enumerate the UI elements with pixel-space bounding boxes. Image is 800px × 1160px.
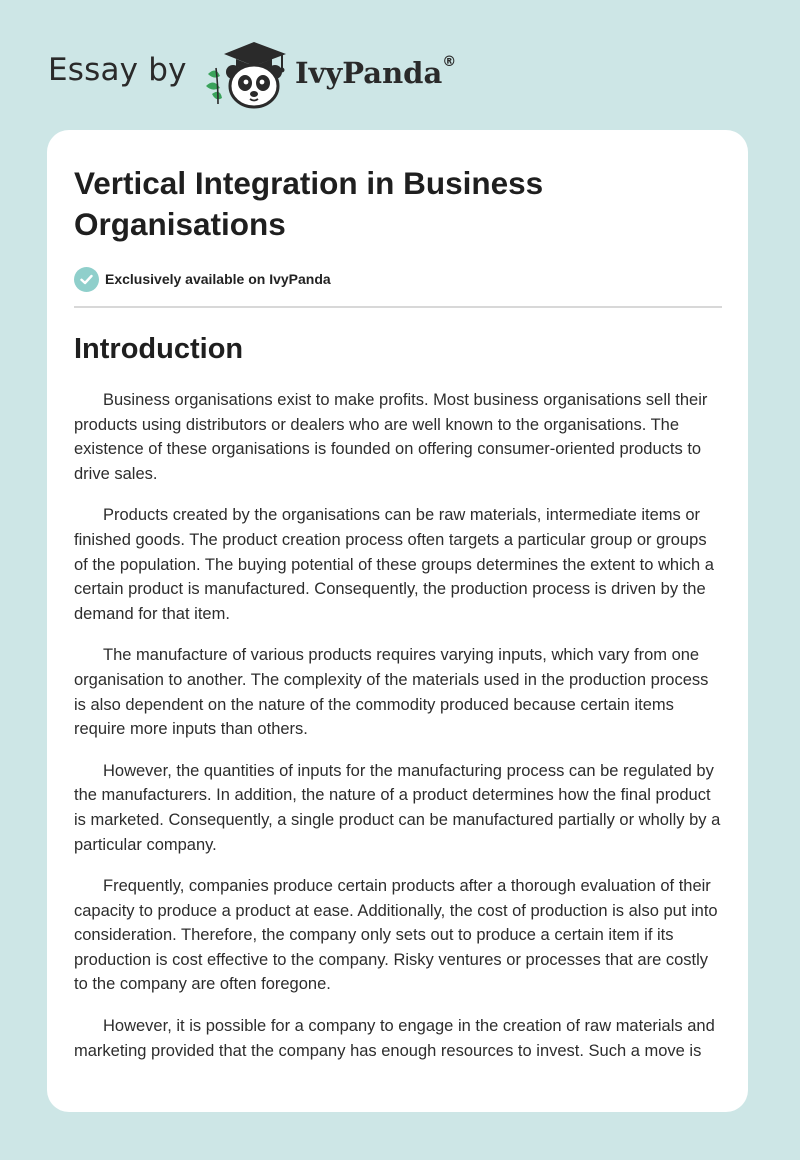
exclusive-badge-text: Exclusively available on IvyPanda bbox=[105, 271, 331, 287]
essay-title: Vertical Integration in Business Organisations bbox=[74, 165, 544, 242]
body-paragraph: Business organisations exist to make profits. Most business organisations sell their products using distributors or dealers who are well known to the organisations. The existence of these organisations is founded on offering consumer-oriented products to drive sales. bbox=[74, 391, 708, 483]
body-paragraph: However, it is possible for a company to engage in the creation of raw materials and marketing provided that the company has enough resources to invest. Such a move is bbox=[74, 1017, 715, 1060]
body-paragraph: Frequently, companies produce certain products after a thorough evaluation of their capacity to produce a product at ease. Additionally, the cost of production is also put into consideration. Therefore, the company only sets out to produce a certain item if its production is cost effective to the company. Risky ventures or processes that are costly to the company are often foregone. bbox=[74, 877, 718, 994]
brand-prefix: Essay by bbox=[48, 52, 187, 88]
body-paragraph: The manufacture of various products requires varying inputs, which vary from one organisation to another. The complexity of the materials used in the production process is also dependent on the nature of the commodity produced because certain items require more inputs than others. bbox=[74, 646, 709, 739]
ivy-leaf-icon bbox=[206, 68, 222, 104]
brand-name: IvyPanda® bbox=[295, 54, 457, 90]
section-heading-introduction: Introduction bbox=[74, 333, 244, 365]
divider bbox=[74, 306, 722, 308]
exclusive-badge bbox=[74, 264, 722, 294]
body-paragraph: However, the quantities of inputs for the manufacturing process can be regulated by the manufacturers. In addition, the nature of a product determines how the final product is marketed. Consequently, a single product can be manufactured partially or wholly by a particular company. bbox=[74, 761, 721, 854]
essay-card bbox=[47, 130, 748, 1112]
panda-graduate-logo-icon bbox=[202, 34, 294, 110]
registered-mark: ® bbox=[442, 54, 457, 70]
check-circle-icon bbox=[74, 267, 99, 292]
site-brand[interactable] bbox=[48, 32, 468, 112]
body-paragraph: Products created by the organisations can be raw materials, intermediate items or finished goods. The product creation process often targets a particular group or groups of the population. The buying potential of these groups determines the extent to which a certain product is manufactured. Consequently, the production process is driven by the demand for that item. bbox=[74, 506, 714, 623]
